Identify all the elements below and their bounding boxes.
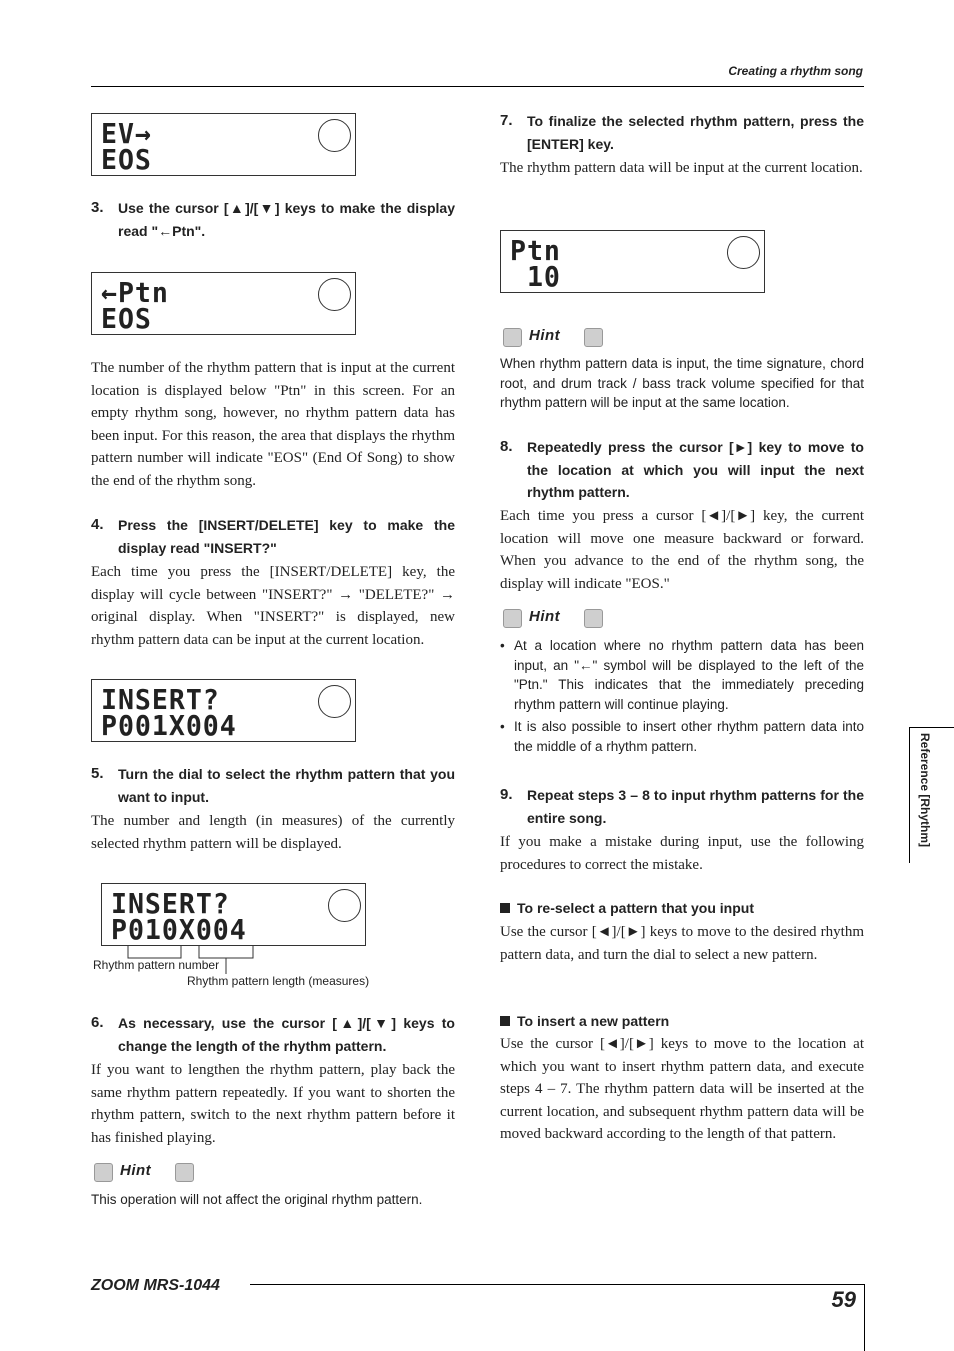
step-text: Repeat steps 3 – 8 to input rhythm patterns for the entire song. bbox=[527, 787, 864, 826]
subheading-text: To re-select a pattern that you input bbox=[517, 900, 754, 916]
step-text: As necessary, use the cursor [▲]/[▼] keys to change the length of the rhythm pattern. bbox=[118, 1015, 455, 1054]
header-rule bbox=[91, 86, 864, 87]
footer-rule bbox=[250, 1284, 864, 1285]
hint-heading-2 bbox=[503, 328, 613, 348]
hint-label: Hint bbox=[529, 608, 561, 625]
paragraph-step-9: If you make a mistake during input, use the following procedures to correct the mistake. bbox=[500, 834, 864, 873]
subheading-text: To insert a new pattern bbox=[517, 1013, 670, 1029]
lcd-line-1: Ptn bbox=[510, 234, 561, 267]
step-number: 6. bbox=[91, 1014, 104, 1031]
step-text: Repeatedly press the cursor [►] key to move to the location at which you will input the next rhythm pattern. bbox=[527, 439, 864, 500]
paragraph-step-5: The number and length (in measures) of the currently selected rhythm pattern will be displayed. bbox=[91, 813, 455, 852]
dial-icon bbox=[328, 889, 361, 922]
step-7 bbox=[500, 110, 864, 155]
step-number: 4. bbox=[91, 516, 104, 533]
hint-label: Hint bbox=[529, 327, 561, 344]
paragraph-step-7: The rhythm pattern data will be input at the current location. bbox=[500, 160, 863, 176]
step-number: 7. bbox=[500, 112, 513, 129]
lcd-line-2: EOS bbox=[101, 302, 152, 335]
footer-vertical-rule bbox=[864, 1284, 865, 1351]
paragraph-step-4: Each time you press the [INSERT/DELETE] key, the display will cycle between "INSERT?" → "DELETE?" → original display. When "INSERT?" is displayed, new rhythm pattern data can be input at the current location. bbox=[91, 564, 455, 648]
step-number: 5. bbox=[91, 765, 104, 782]
hint-square-icon bbox=[503, 328, 522, 347]
dial-icon bbox=[318, 119, 351, 152]
dial-icon bbox=[318, 278, 351, 311]
hint-heading-1 bbox=[94, 1163, 204, 1183]
lcd-display-ev-eos bbox=[91, 113, 356, 176]
step-text: Press the [INSERT/DELETE] key to make the display read "INSERT?" bbox=[118, 517, 455, 556]
hint-bullet: • At a location where no rhythm pattern data has been input, an "←" symbol will be displayed to the left of the "Ptn." This indicates that the immediately preceding rhythm pattern will continue playing. bbox=[500, 636, 864, 714]
subheading-reselect bbox=[500, 900, 864, 916]
square-bullet-icon bbox=[500, 1016, 510, 1026]
hint-square-icon bbox=[584, 609, 603, 628]
hint-bullet: • It is also possible to insert other rhythm pattern data into the middle of a rhythm pattern. bbox=[500, 717, 864, 756]
paragraph-step-8: Each time you press a cursor [◄]/[►] key, the current location will move one measure backward or forward. When you advance to the end of the rhythm song, the display will indicate "EOS." bbox=[500, 508, 864, 592]
step-6 bbox=[91, 1012, 455, 1057]
lcd-line-2: P001X004 bbox=[101, 709, 237, 742]
square-bullet-icon bbox=[500, 903, 510, 913]
step-number: 3. bbox=[91, 199, 104, 216]
hint-bullet-list bbox=[500, 636, 864, 759]
callout-pattern-length: Rhythm pattern length (measures) bbox=[187, 974, 370, 988]
step-number: 8. bbox=[500, 438, 513, 455]
lcd-line-2: 10 bbox=[510, 260, 561, 293]
page-number: 59 bbox=[831, 1287, 856, 1312]
hint-square-icon bbox=[584, 328, 603, 347]
hint-text-2: When rhythm pattern data is input, the time signature, chord root, and drum track / bass track volume specified for that rhythm pattern will be input at the same location. bbox=[500, 356, 864, 410]
hint-heading-3 bbox=[503, 609, 613, 629]
lcd-display-ptn-10 bbox=[500, 230, 765, 293]
dial-icon bbox=[727, 236, 760, 269]
lcd-line-1: ←Ptn bbox=[101, 276, 169, 309]
step-text: Turn the dial to select the rhythm pattern that you want to input. bbox=[118, 766, 455, 805]
side-tab-label: Reference [Rhythm] bbox=[918, 733, 932, 848]
step-8 bbox=[500, 436, 864, 504]
step-text: To finalize the selected rhythm pattern, press the [ENTER] key. bbox=[527, 113, 864, 152]
paragraph-step-3: The number of the rhythm pattern that is input at the current location is displayed below "Ptn" in this screen. For an empty rhythm song, however, no rhythm pattern data has been input. For this reason, the area that displays the rhythm pattern number will indicate "EOS" (End Of Song) to show the end of the rhythm song. bbox=[91, 360, 455, 489]
step-9 bbox=[500, 784, 864, 829]
step-3 bbox=[91, 197, 455, 242]
lcd-line-1: INSERT? bbox=[101, 683, 220, 716]
paragraph-insert: Use the cursor [◄]/[►] keys to move to the location at which you want to insert rhythm pattern data, and execute steps 4 – 7. The rhythm pattern data will be inserted at the current location, and subsequent rhythm pattern data will be moved backward according to the length of that pattern. bbox=[500, 1036, 864, 1142]
step-5 bbox=[91, 763, 455, 808]
hint-square-icon bbox=[175, 1163, 194, 1182]
lcd-display-ptn-eos bbox=[91, 272, 356, 335]
hint-text-1: This operation will not affect the original rhythm pattern. bbox=[91, 1192, 423, 1207]
step-text: Use the cursor [▲]/[▼] keys to make the display read "←Ptn". bbox=[118, 200, 455, 239]
lcd-display-insert-p010 bbox=[101, 883, 366, 946]
step-4 bbox=[91, 514, 455, 559]
hint-square-icon bbox=[503, 609, 522, 628]
lcd-line-1: EV→ bbox=[101, 117, 152, 150]
paragraph-step-6: If you want to lengthen the rhythm pattern, play back the same rhythm pattern repeatedly. If you want to shorten the rhythm pattern, switch to the next rhythm pattern before it has finished playing. bbox=[91, 1062, 455, 1146]
callout-pattern-number: Rhythm pattern number bbox=[93, 958, 220, 972]
running-header: Creating a rhythm song bbox=[728, 64, 863, 78]
lcd-line-2: EOS bbox=[101, 143, 152, 176]
footer-product-name: ZOOM MRS-1044 bbox=[91, 1277, 220, 1294]
subheading-insert bbox=[500, 1013, 864, 1029]
hint-square-icon bbox=[94, 1163, 113, 1182]
lcd-line-1: INSERT? bbox=[111, 887, 230, 920]
hint-label: Hint bbox=[120, 1162, 152, 1179]
lcd-display-insert-p001 bbox=[91, 679, 356, 742]
lcd-line-2: P010X004 bbox=[111, 913, 247, 946]
paragraph-reselect: Use the cursor [◄]/[►] keys to move to the desired rhythm pattern data, and turn the dial to select a new pattern. bbox=[500, 924, 864, 963]
dial-icon bbox=[318, 685, 351, 718]
step-number: 9. bbox=[500, 786, 513, 803]
